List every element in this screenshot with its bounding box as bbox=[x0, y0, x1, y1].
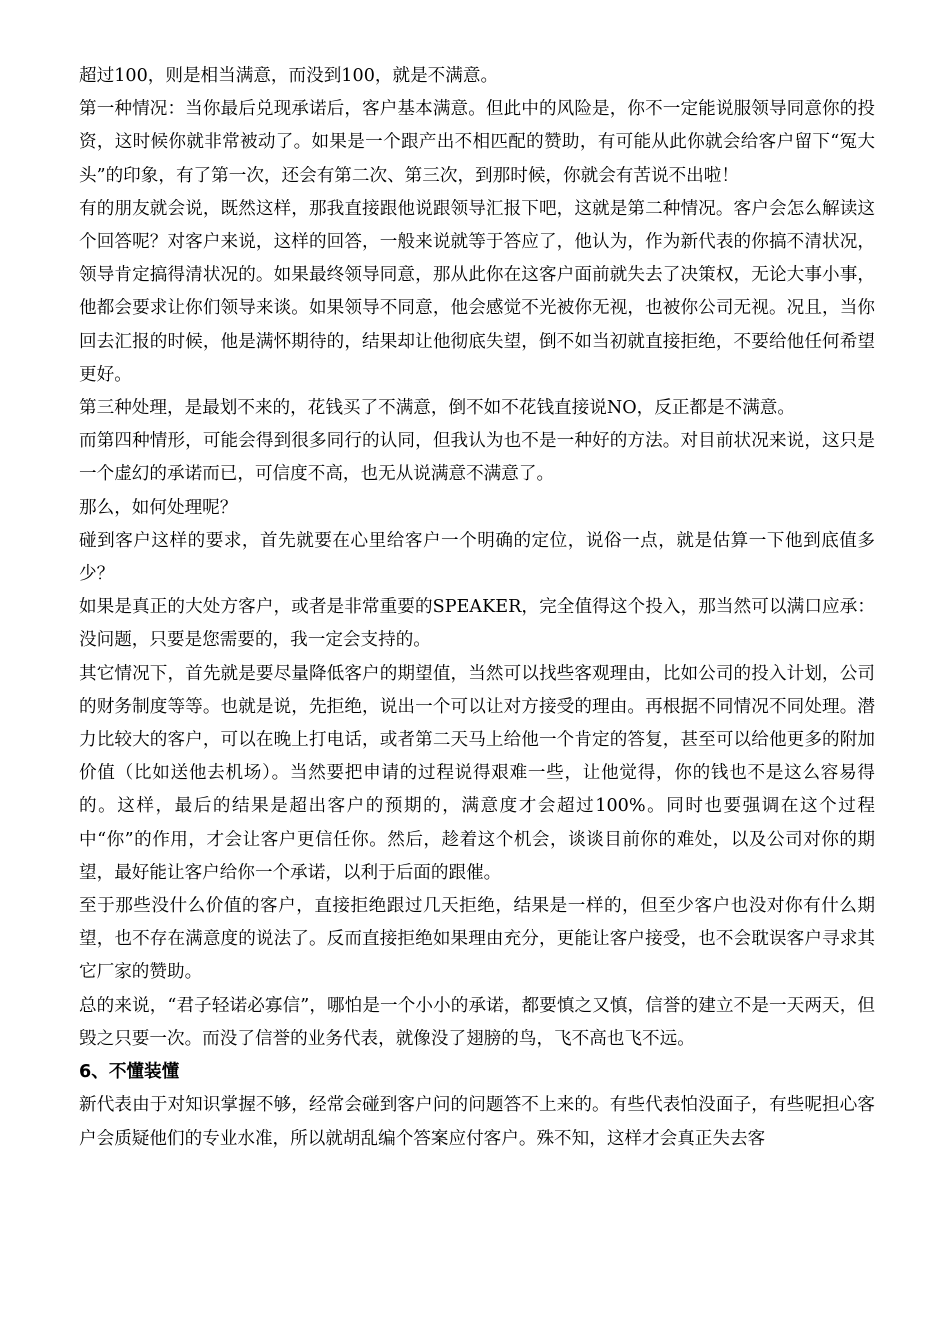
paragraph: 碰到客户这样的要求，首先就要在心里给客户一个明确的定位，说俗一点，就是估算一下他到底值多少？ bbox=[79, 530, 875, 585]
document-page bbox=[79, 60, 875, 1156]
paragraph: 第一种情况：当你最后兑现承诺后，客户基本满意。但此中的风险是，你不一定能说服领导同意你的投资，这时候你就非常被动了。如果是一个跟产出不相匹配的赞助，有可能从此你就会给客户留下“冤大头”的印象，有了第一次，还会有第二次、第三次，到那时候，你就会有苦说不出啦！ bbox=[79, 99, 875, 186]
paragraph: 如果是真正的大处方客户，或者是非常重要的SPEAKER，完全值得这个投入，那当然可以满口应承：没问题，只要是您需要的，我一定会支持的。 bbox=[79, 597, 875, 651]
section-heading: 6、不懂装懂 bbox=[79, 1062, 180, 1083]
paragraph: 新代表由于对知识掌握不够，经常会碰到客户问的问题答不上来的。有些代表怕没面子，有些呢担心客户会质疑他们的专业水准，所以就胡乱编个答案应付客户。殊不知，这样才会真正失去客 bbox=[79, 1095, 875, 1149]
paragraph: 有的朋友就会说，既然这样，那我直接跟他说跟领导汇报下吧，这就是第二种情况。客户会怎么解读这个回答呢？对客户来说，这样的回答，一般来说就等于答应了，他认为，作为新代表的你搞不清状况，领导肯定搞得清状况的。如果最终领导同意，那从此你在这客户面前就失去了决策权，无论大事小事，他都会要求让你们领导来谈。如果领导不同意，他会感觉不光被你无视，也被你公司无视。况且，当你回去汇报的时候，他是满怀期待的，结果却让他彻底失望，倒不如当初就直接拒绝，不要给他任何希望更好。 bbox=[79, 198, 875, 385]
paragraph: 那么，如何处理呢？ bbox=[79, 497, 238, 518]
paragraph: 超过100，则是相当满意，而没到100，就是不满意。 bbox=[79, 66, 499, 86]
paragraph: 至于那些没什么价值的客户，直接拒绝跟过几天拒绝，结果是一样的，但至少客户也没对你有什么期望，也不存在满意度的说法了。反而直接拒绝如果理由充分，更能让客户接受，也不会耽误客户寻求其它厂家的赞助。 bbox=[79, 896, 875, 983]
paragraph: 总的来说，“君子轻诺必寡信”，哪怕是一个小小的承诺，都要慎之又慎，信誉的建立不是一天两天，但毁之只要一次。而没了信誉的业务代表，就像没了翅膀的鸟，飞不高也飞不远。 bbox=[79, 995, 875, 1049]
paragraph: 第三种处理，是最划不来的，花钱买了不满意，倒不如不花钱直接说NO，反正都是不满意。 bbox=[79, 398, 795, 419]
paragraph: 其它情况下，首先就是要尽量降低客户的期望值，当然可以找些客观理由，比如公司的投入计划，公司的财务制度等等。也就是说，先拒绝，说出一个可以让对方接受的理由。再根据不同情况不同处理。潜力比较大的客户，可以在晚上打电话，或者第二天马上给他一个肯定的答复，甚至可以给他更多的附加价值（比如送他去机场）。当然要把申请的过程说得艰难一些，让他觉得，你的钱也不是这么容易得的。这样，最后的结果是超出客户的预期的，满意度才会超过100%。同时也要强调在这个过程中“你”的作用，才会让客户更信任你。然后，趁着这个机会，谈谈目前你的难处，以及公司对你的期望，最好能让客户给你一个承诺，以利于后面的跟催。 bbox=[79, 663, 875, 883]
paragraph: 而第四种情形，可能会得到很多同行的认同，但我认为也不是一种好的方法。对目前状况来说，这只是一个虚幻的承诺而已，可信度不高，也无从说满意不满意了。 bbox=[79, 431, 875, 485]
